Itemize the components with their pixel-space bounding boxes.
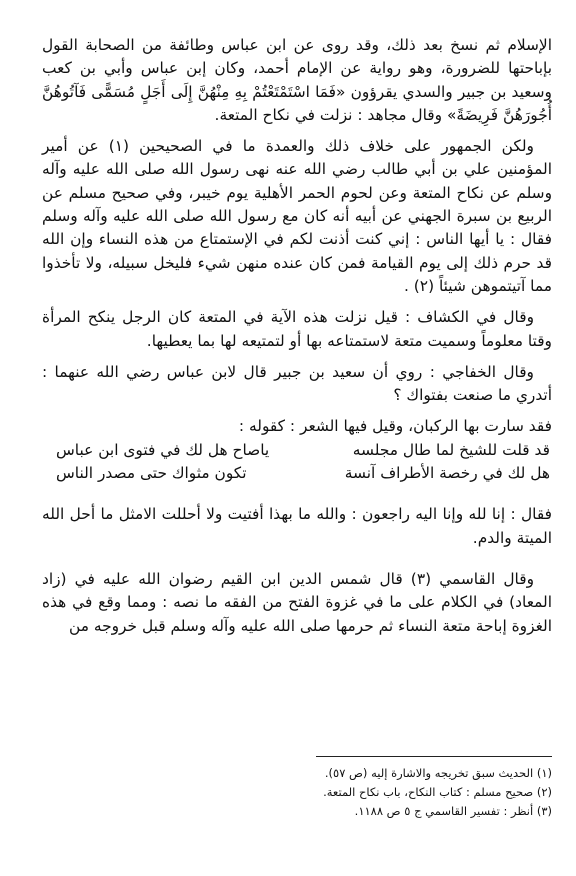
paragraph-5: فقد سارت بها الركبان، وقيل فيها الشعر : كقوله : xyxy=(238,417,552,436)
paragraph-4: وقال الخفاجي : روي أن سعيد بن جبير قال لابن عباس رضي الله عنهما : أتدري ما صنعت بفتواك ؟ xyxy=(42,362,552,405)
paragraph-3: وقال في الكشاف : قيل نزلت هذه الآية في المتعة كان الرجل ينكح المرأة وقتا معلوماً وسميت متعة لاستمتاعه بها أو لتمتيعه لها بما يعطيها. xyxy=(42,308,552,350)
verse-second-hemistich: تكون مثواك حتى مصدر الناس xyxy=(56,464,247,483)
footnote-divider xyxy=(316,756,552,757)
paragraph-1: الإسلام ثم نسخ بعد ذلك، وقد روى عن ابن عباس وطائفة من الصحابة القول بإباحتها للضرورة، وهو رواية عن الإمام أحمد، وكان إبن عباس وأبي بن كعب وسعيد بن جبير والسدي يقرؤون «فَمَا اسْتَمْتَعْتُمْ بِهِ مِنْهُنَّ إِلَى أَجَلٍ مُسَمًّى فَآتُوهُنَّ أُجُورَهُنَّ فَرِيضَةً» وقال مجاهد : نزلت في نكاح المتعة. xyxy=(42,36,552,124)
spacer xyxy=(42,485,552,503)
footnote-2: (٢) صحيح مسلم : كتاب النكاح، باب نكاح المتعة. xyxy=(323,785,552,799)
paragraph-6: فقال : إنا لله وإنا اليه راجعون : والله ما بهذا أفتيت ولا أحللت الامثل ما أحل الله الميتة والدم. xyxy=(42,505,552,547)
footnote-1: (١) الحديث سبق تخريجه والاشارة إليه (ص ٥٧). xyxy=(324,766,552,780)
page-body xyxy=(42,34,552,638)
spacer xyxy=(42,550,552,568)
spacer xyxy=(42,353,552,361)
footnotes xyxy=(42,764,552,821)
spacer xyxy=(42,298,552,306)
verse-second-hemistich: ياصاح هل لك في فتوى ابن عباس xyxy=(56,440,270,459)
poem-line-1 xyxy=(42,439,552,462)
spacer xyxy=(42,127,552,135)
verse-first-hemistich: هل لك في رخصة الأطراف آنسة xyxy=(344,464,550,483)
poem xyxy=(42,439,552,486)
verse-first-hemistich: قد قلت للشيخ لما طال مجلسه xyxy=(352,440,550,459)
paragraph-7: وقال القاسمي (٣) قال شمس الدين ابن القيم رضوان الله عليه في (زاد المعاد) في الكلام على ما في غزوة الفتح من الفقه ما نصه : ومما وقع في هذه الغزوة إباحة متعة النساء ثم حرمها صلى الله عليه وآله وسلم قبل خروجه من xyxy=(42,569,552,635)
footnote-3: (٣) أنظر : تفسير القاسمي ج ٥ ص ١١٨٨. xyxy=(354,804,552,818)
poem-line-2 xyxy=(42,462,552,485)
paragraph-2: ولكن الجمهور على خلاف ذلك والعمدة ما في الصحيحين (١) عن أمير المؤمنين علي بن أبي طالب رضي الله عنه نهى رسول الله صلى الله عليه وآله وسلم عن نكاح المتعة وعن لحوم الحمر الأهلية يوم خيبر، وفي صحيح مسلم عن الربيع بن سبرة الجهني عن أبيه أنه كان مع رسول الله صلى الله عليه وآله وسلم فقال : يا أيها الناس : إني كنت أذنت لكم في الإستمتاع من هذه النساء وإن الله قد حرم ذلك إلى يوم القيامة فمن كان عنده منهن شيء فليخل سبيله، ولا تأخذوا مما آتيتموهن شيئاً (٢) . xyxy=(42,137,552,295)
spacer xyxy=(42,407,552,415)
